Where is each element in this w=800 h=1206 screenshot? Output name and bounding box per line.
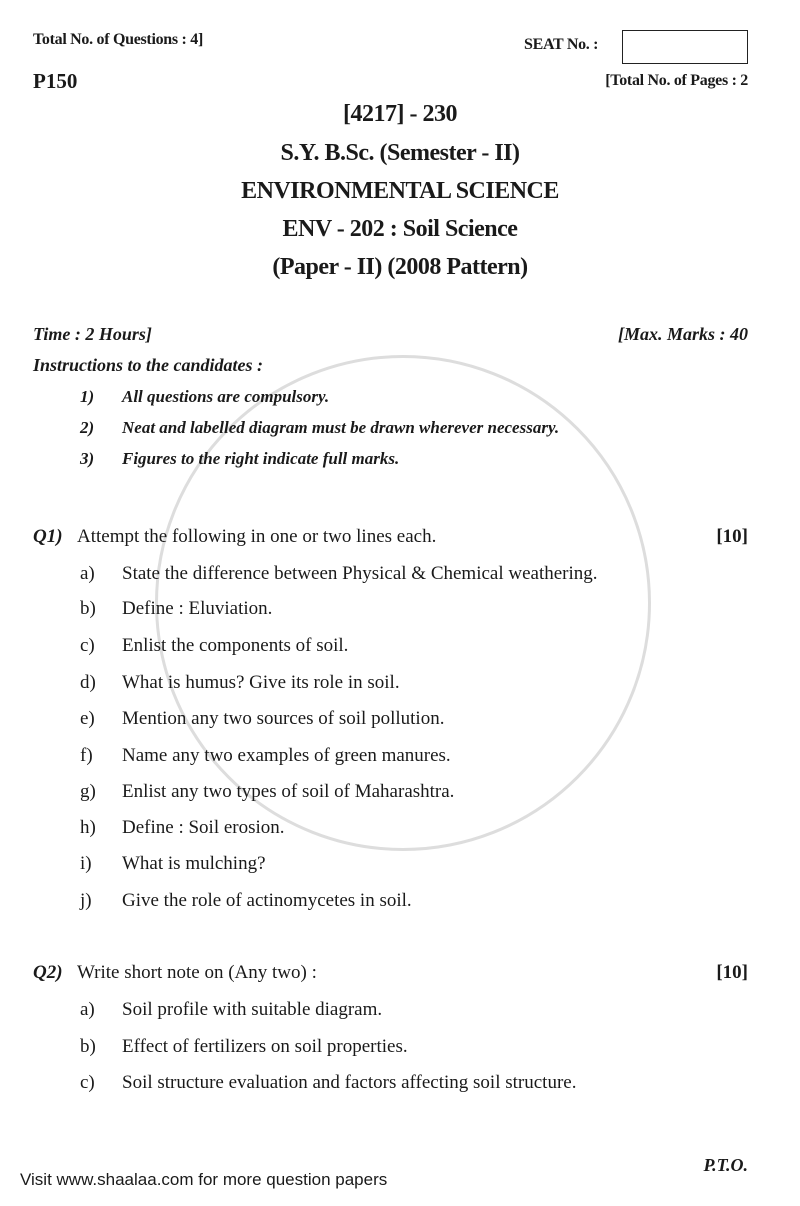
total-questions: Total No. of Questions : 4] xyxy=(33,31,203,48)
sub-question-label: h) xyxy=(80,817,96,838)
question-label: Q1) xyxy=(33,526,63,547)
total-pages: [Total No. of Pages : 2 xyxy=(605,72,748,89)
sub-question-text: Mention any two sources of soil pollution. xyxy=(122,708,445,729)
subject-title: ENVIRONMENTAL SCIENCE xyxy=(241,178,559,204)
instruction-number: 1) xyxy=(80,387,95,406)
question-label: Q2) xyxy=(33,962,63,983)
instruction-text: Figures to the right indicate full marks. xyxy=(122,449,400,468)
sub-question-label: i) xyxy=(80,853,92,874)
sub-question-label: a) xyxy=(80,999,95,1020)
sub-question-text: Enlist the components of soil. xyxy=(122,635,349,656)
instruction-number: 2) xyxy=(80,418,95,437)
sub-question-text: Give the role of actinomycetes in soil. xyxy=(122,890,412,911)
course-title: S.Y. B.Sc. (Semester - II) xyxy=(280,140,520,166)
sub-question-text: Effect of fertilizers on soil properties. xyxy=(122,1036,408,1057)
seat-number-box xyxy=(622,30,748,64)
instruction-number: 3) xyxy=(80,449,95,468)
question-marks: [10] xyxy=(716,962,748,983)
sub-question-label: g) xyxy=(80,781,96,802)
footer-link[interactable]: Visit www.shaalaa.com for more question papers xyxy=(20,1170,388,1189)
instruction-text: All questions are compulsory. xyxy=(122,387,330,406)
sub-question-text: State the difference between Physical & Chemical weathering. xyxy=(122,563,598,584)
sub-question-label: c) xyxy=(80,635,95,656)
question-text: Write short note on (Any two) : xyxy=(77,962,317,983)
sub-question-text: Soil profile with suitable diagram. xyxy=(122,999,383,1020)
sub-question-label: a) xyxy=(80,563,95,584)
instruction-text: Neat and labelled diagram must be drawn wherever necessary. xyxy=(122,418,560,437)
sub-question-text: Soil structure evaluation and factors affecting soil structure. xyxy=(122,1072,577,1093)
question-marks: [10] xyxy=(716,526,748,547)
pto-note: P.T.O. xyxy=(703,1155,748,1175)
sub-question-text: What is humus? Give its role in soil. xyxy=(122,672,400,693)
pattern-title: (Paper - II) (2008 Pattern) xyxy=(272,254,528,280)
sub-question-text: What is mulching? xyxy=(122,853,266,874)
paper-code: P150 xyxy=(33,69,78,93)
sub-question-label: b) xyxy=(80,598,96,619)
sub-question-text: Define : Eluviation. xyxy=(122,598,273,619)
sub-question-label: d) xyxy=(80,672,96,693)
sub-question-label: b) xyxy=(80,1036,96,1057)
seat-label: SEAT No. : xyxy=(524,36,599,53)
instructions-heading: Instructions to the candidates : xyxy=(33,355,264,375)
max-marks: [Max. Marks : 40 xyxy=(617,324,748,344)
exam-code: [4217] - 230 xyxy=(343,101,457,127)
time-limit: Time : 2 Hours] xyxy=(33,324,152,344)
sub-question-label: j) xyxy=(80,890,92,911)
question-text: Attempt the following in one or two lines each. xyxy=(77,526,437,547)
sub-question-text: Enlist any two types of soil of Maharashtra. xyxy=(122,781,455,802)
sub-question-text: Name any two examples of green manures. xyxy=(122,745,451,766)
sub-question-label: e) xyxy=(80,708,95,729)
sub-question-label: c) xyxy=(80,1072,95,1093)
paper-title: ENV - 202 : Soil Science xyxy=(282,216,518,242)
sub-question-label: f) xyxy=(80,745,93,766)
sub-question-text: Define : Soil erosion. xyxy=(122,817,285,838)
